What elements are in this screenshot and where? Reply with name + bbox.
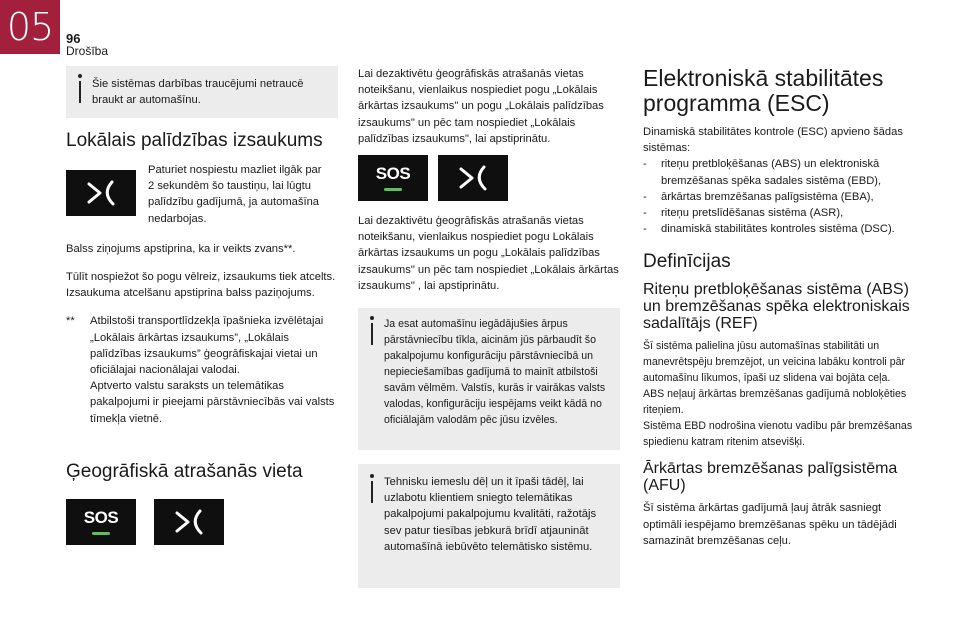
- column-right: [643, 66, 915, 549]
- ds-logo-icon: [66, 170, 136, 216]
- abs-text: Šī sistēma palielina jūsu automašīnas stabilitāti un manevrētspēju bremzējot, un veicina labāku kontroli pār automašīnu līkumos, īpaši uz slidena vai bojāta ceļa. ABS neļauj ārkārtas bremzēšanas gadījumā nobloķēties riteņiem. Sistēma EBD nodrošina vienotu vadību pār bremzēšanas spiedienu katram ritenim atsevišķi.: [643, 340, 913, 449]
- info-note: [66, 66, 338, 118]
- assistance-call-button[interactable]: [66, 170, 136, 216]
- note-text: Tehnisku iemeslu dēļ un it īpaši tādēļ, lai uzlabotu klientiem sniegto telemātikas pakalpojumi pakalpojumu kvalitāti, ražotājs sev patur tiesības jebkurā brīdī atjaunināt automašīnā iebūvēto telemātisko sistēmu.: [384, 476, 597, 553]
- info-icon: [368, 316, 378, 346]
- chapter-number-tab: 05: [0, 0, 60, 54]
- ds-logo-icon: [154, 499, 224, 545]
- list-item: - ārkārtas bremzēšanas palīgsistēma (EBA),: [643, 189, 915, 205]
- sos-led-icon: [92, 532, 110, 535]
- local-call-instructions: Paturiet nospiestu mazliet ilgāk par 2 sekundēm šo taustiņu, lai lūgtu palīdzību gadījumā, ja automašīna nedarbojas.: [148, 164, 322, 225]
- section-heading-geo: Ģeogrāfiskā atrašanās vieta: [66, 460, 303, 482]
- list-item: - riteņu pretbloķēšanas (ABS) un elektroniskā bremzēšanas spēka sadales sistēma (EBD),: [643, 156, 915, 188]
- esc-system-list: [643, 156, 915, 237]
- voice-confirm-text: Balss ziņojums apstiprina, ka ir veikts zvans**.: [66, 242, 296, 255]
- section-heading-esc: Elektroniskā stabilitātes programma (ESC): [643, 65, 884, 116]
- subheading-abs: Riteņu pretbloķēšanas sistēma (ABS) un bremzēšanas spēka elektroniskais sadalītājs (REF): [643, 281, 910, 333]
- assistance-call-button[interactable]: [438, 155, 508, 201]
- footnote: [66, 313, 338, 426]
- cancel-instructions: Tūlīt nospiežot šo pogu vēlreiz, izsaukums tiek atcelts. Izsaukuma atcelšanu apstiprina balss paziņojums.: [66, 271, 336, 300]
- sos-led-icon: [384, 188, 402, 191]
- ds-logo-icon: [438, 155, 508, 201]
- note-text: Šie sistēmas darbības traucējumi netraucē braukt ar automašīnu.: [92, 78, 304, 107]
- sos-button[interactable]: [358, 155, 428, 201]
- list-item: - dinamiskā stabilitātes kontroles sistēma (DSC).: [643, 221, 915, 237]
- note-text: Ja esat automašīnu iegādājušies ārpus pārstāvniecību tīkla, aicinām jūs pārbaudīt šo pakalpojumu konfigurāciju pārstāvniecībā un nepieciešamības gadījumā to mainīt atbilstoši savām vēlmēm. Valstīs, kurās ir vairākas valsts valodas, konfigurāciju iespējams veikt kādā no oficiālajām valodām pēc jūsu izvēles.: [384, 318, 606, 427]
- list-item: - riteņu pretslīdēšanas sistēma (ASR),: [643, 205, 915, 221]
- chapter-title: Drošība: [66, 44, 109, 58]
- sos-label: SOS: [83, 507, 119, 527]
- info-icon: [368, 474, 378, 504]
- subheading-afu: Ārkārtas bremzēšanas palīgsistēma (AFU): [643, 460, 898, 495]
- column-middle: [358, 66, 620, 588]
- info-note: [358, 464, 620, 588]
- geo-buttons-2: [358, 155, 620, 201]
- footnote-text: Atbilstoši transportlīdzekļa īpašnieka izvēlētajai „Lokālais ārkārtas izsaukums”, „Lokālais palīdzības izsaukums” ģeogrāfiskajai vietai un oficiālajai nacionālajai valodai. Aptverto valstu saraksts un telemātikas pakalpojumi ir pieejami pārstāvniecībās vai valsts tīmekļa vietnē.: [90, 315, 335, 425]
- sos-label: SOS: [375, 164, 411, 184]
- esc-intro: Dinamiskā stabilitātes kontrole (ESC) apvieno šādas sistēmas:: [643, 126, 903, 155]
- column-left: [66, 66, 338, 545]
- footnote-mark: **: [66, 315, 75, 328]
- local-call-block: [66, 162, 338, 227]
- afu-text: Šī sistēma ārkārtas gadījumā ļauj ātrāk sasniegt optimāli iespējamo bremzēšanas spēku un tādējādi samazināt bremzēšanas ceļu.: [643, 502, 897, 547]
- section-heading-definitions: Definīcijas: [643, 251, 731, 273]
- page-number: 96: [66, 31, 81, 46]
- geo-buttons: [66, 499, 338, 545]
- assistance-call-button[interactable]: [154, 499, 224, 545]
- section-heading-local-call: Lokālais palīdzības izsaukums: [66, 130, 323, 151]
- sos-button[interactable]: [66, 499, 136, 545]
- geo-deactivate-text-2: Lai dezaktivētu ģeogrāfiskās atrašanās vietas noteikšanu, vienlaikus nospiediet pogu Lokālais ārkārtas izsaukums un pogu „Lokālais palīdzības izsaukums" un pēc tam nospiediet „Lokālais ārkārtas izsaukums" , lai apstiprinātu.: [358, 215, 619, 292]
- geo-deactivate-text-1: Lai dezaktivētu ģeogrāfiskās atrašanās vietas noteikšanu, vienlaikus nospiediet pogu „Lokālais ārkārtas izsaukums" un pogu „Lokālais palīdzības izsaukums" un pēc tam nospiediet „Lokālais palīdzības izsaukums", lai apstiprinātu.: [358, 68, 604, 145]
- info-note: [358, 308, 620, 450]
- info-icon: [76, 74, 86, 104]
